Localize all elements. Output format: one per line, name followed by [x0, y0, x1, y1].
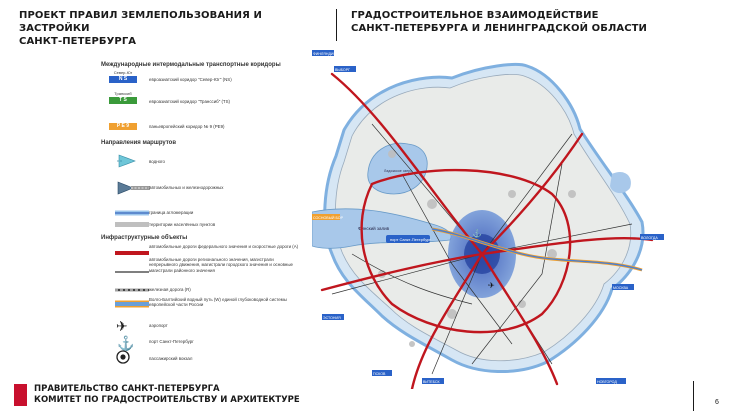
tag-finland: ФИНЛЯНДИЯ: [313, 52, 337, 56]
tag-novgorod: НОВГОРОД: [597, 380, 617, 384]
page-number: 6: [715, 399, 719, 406]
spb-emblem: [14, 384, 27, 406]
agglomeration-border-icon: [115, 209, 149, 217]
map-legend: [95, 56, 305, 371]
station-icon: [116, 350, 130, 364]
legend-ns-label: евроазиатский коридор "Север-Юг" (NS): [149, 77, 232, 82]
header-left-line2: САНКТ-ПЕТЕРБУРГА: [19, 36, 137, 47]
ts-badge: T S: [109, 97, 137, 104]
tag-sosnovy-bor: СОСНОВЫЙ БОР: [313, 216, 343, 220]
header-left-title: [19, 9, 319, 48]
legend-road-rail-label: автомобильных и железнодорожных: [149, 185, 224, 190]
railway-icon: [115, 286, 149, 294]
legend-airport-label: аэропорт: [149, 323, 168, 328]
legend-ts-label: евроазиатский коридор "Транссиб" (TS): [149, 99, 231, 104]
settlements-swatch: [115, 222, 149, 227]
tag-estonia: ЭСТОНИЯ: [323, 316, 341, 320]
tag-moscow: МОСКВА: [613, 286, 629, 290]
header-divider: [336, 9, 337, 41]
tag-vitebsk: ВИТЕБСК: [423, 380, 440, 384]
legend-infra-title: Инфраструктурные объекты: [101, 235, 188, 241]
anchor-icon: ⚓: [117, 335, 135, 351]
legend-station-label: пассажирский вокзал: [149, 356, 193, 361]
footer-divider: [693, 381, 694, 411]
gulf-label: Финский залив: [358, 226, 390, 231]
lake-onega: [610, 172, 631, 193]
legend-regional-road-label: автомобильные дороги регионального значения, магистрали непрерывного движения, магистрали городского значения и основные магистрали районного значения: [149, 257, 293, 273]
water-route-icon: [117, 154, 143, 168]
header-left-line1: ПРОЕКТ ПРАВИЛ ЗЕМЛЕПОЛЬЗОВАНИЯ И ЗАСТРОЙКИ: [19, 10, 262, 34]
waterway-icon: [115, 299, 149, 309]
legend-water-label: водного: [149, 159, 166, 164]
legend-corridors-title: Международные интермодальные транспортные коридоры: [101, 62, 281, 68]
regional-road-icon: [115, 268, 149, 276]
legend-routes-title: Направления маршрутов: [101, 140, 177, 146]
legend-pe9-label: паньевропейский коридор № 9 (PE9): [149, 124, 225, 129]
ns-badge: N S: [109, 76, 137, 83]
legend-waterway-label: Волго-Балтийский водный путь (W) единой глубоководной системы европейской части России: [149, 297, 287, 308]
header-right-line1: ГРАДОСТРОИТЕЛЬНОЕ ВЗАИМОДЕЙСТВИЕ: [351, 10, 599, 21]
legend-settlements-label: территории населённых пунктов: [149, 222, 216, 227]
airport-icon: ✈: [116, 318, 128, 334]
legend-port-label: порт Санкт-Петербург: [149, 339, 194, 344]
region-map: [312, 44, 741, 389]
port-pill-text: порт Санкт-Петербург: [390, 237, 431, 242]
tag-vologda: ВОЛОГДА: [641, 236, 658, 240]
legend-federal-road-label: автомобильные дороги федерального значения и скоростные дороги (А): [149, 244, 299, 249]
pe9-badge: P E 9: [109, 123, 137, 130]
org-line1: ПРАВИТЕЛЬСТВО САНКТ-ПЕТЕРБУРГА: [34, 384, 220, 394]
federal-road-icon: [115, 249, 149, 257]
tag-vyborg: ВЫБОРГ: [335, 68, 351, 72]
legend-railway-label: железная дорога (R): [149, 287, 191, 292]
ts-badge-top: Транссиб: [114, 91, 132, 96]
legend-agglomeration-label: граница агломерации: [149, 210, 194, 215]
header-right-line2: САНКТ-ПЕТЕРБУРГА И ЛЕНИНГРАДСКОЙ ОБЛАСТИ: [351, 23, 648, 34]
ladoga-label: Ладожское озеро: [384, 169, 413, 173]
road-rail-route-icon: [117, 181, 151, 195]
header-right-title: [351, 9, 681, 35]
org-name: [34, 384, 300, 406]
tag-pskov: ПСКОВ: [373, 372, 386, 376]
org-line2: КОМИТЕТ ПО ГРАДОСТРОИТЕЛЬСТВУ И АРХИТЕКТУРЕ: [34, 395, 300, 405]
ns-badge-top: Север-Юг: [113, 70, 133, 75]
map-anchor-icon: ⚓: [472, 229, 482, 238]
map-airport-icon: ✈: [488, 281, 495, 290]
